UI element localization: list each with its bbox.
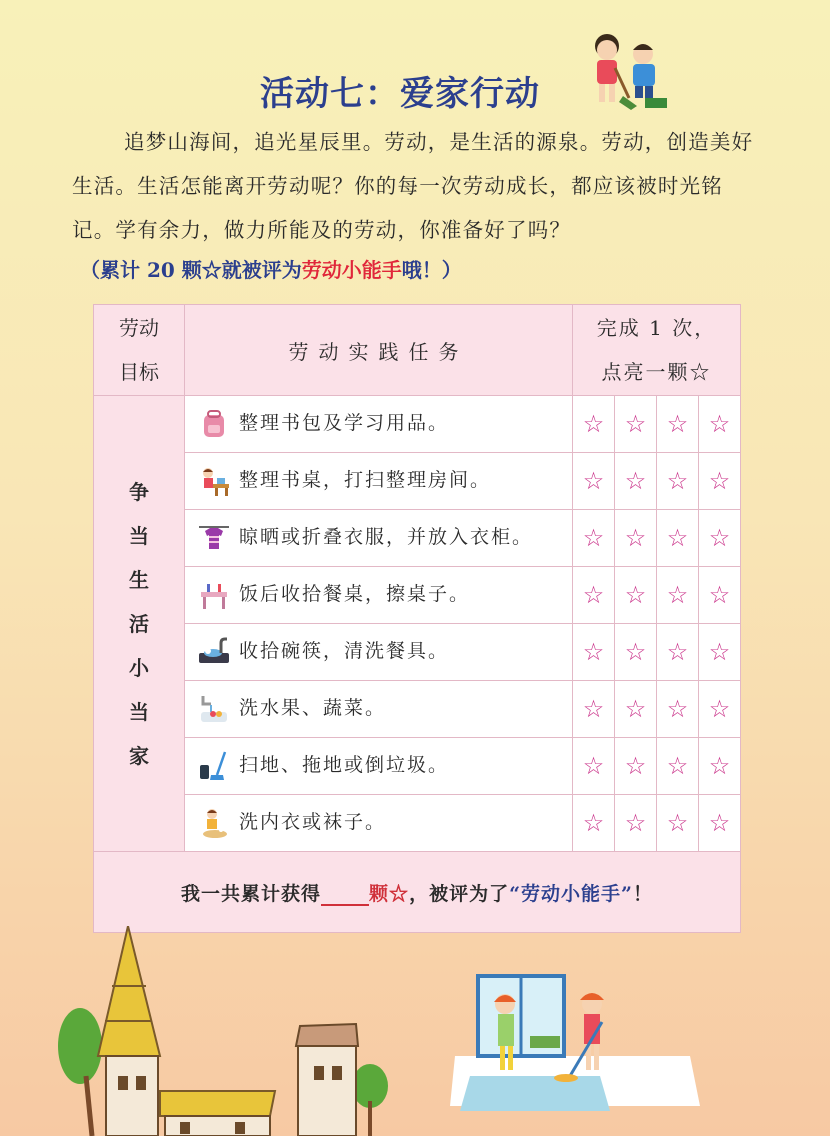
- table-footer-row: [94, 852, 741, 933]
- task-text: 洗水果、蔬菜。: [239, 697, 387, 719]
- header-done: [573, 305, 741, 396]
- header-done-line2: 点亮一颗☆: [601, 360, 712, 384]
- note-suffix: 哦！）: [401, 258, 462, 282]
- table-row: [94, 510, 741, 567]
- kids-sweeping-illustration: [585, 28, 675, 112]
- task-cell: [185, 453, 573, 510]
- labor-task-table: [93, 304, 741, 933]
- task-text: 饭后收拾餐桌，擦桌子。: [239, 583, 471, 605]
- table-row: [94, 795, 741, 852]
- star-checkbox[interactable]: ☆: [699, 453, 741, 510]
- task-cell: [185, 396, 573, 453]
- task-cell: [185, 624, 573, 681]
- sink-icon: [197, 635, 231, 669]
- summary-text-1: 我一共累计获得: [181, 882, 322, 905]
- table-header-row: [94, 305, 741, 396]
- star-checkbox[interactable]: ☆: [699, 396, 741, 453]
- star-checkbox[interactable]: ☆: [615, 795, 657, 852]
- backpack-icon: [197, 407, 231, 441]
- goal-char: 生: [129, 567, 149, 592]
- task-cell: [185, 567, 573, 624]
- header-task: 劳动实践任务: [185, 305, 573, 396]
- note-prefix: （累计 20 颗☆就被评为: [80, 258, 302, 282]
- task-cell: [185, 681, 573, 738]
- star-checkbox[interactable]: ☆: [699, 510, 741, 567]
- star-checkbox[interactable]: ☆: [657, 396, 699, 453]
- intro-text: 追梦山海间，追光星辰里。劳动，是生活的源泉。劳动，创造美好生活。生活怎能离开劳动呢？你的每一次劳动成长，都应该被时光铭记。学有余力，做力所能及的劳动，你准备好了吗？: [72, 130, 754, 242]
- summary-text-2: ，被评为了: [409, 882, 510, 905]
- table-row: [94, 738, 741, 795]
- dining-table-icon: [197, 578, 231, 612]
- header-goal: [94, 305, 185, 396]
- task-text: 扫地、拖地或倒垃圾。: [239, 754, 450, 776]
- desk-kid-icon: [197, 464, 231, 498]
- table-row: [94, 453, 741, 510]
- star-checkbox[interactable]: ☆: [657, 681, 699, 738]
- task-text: 洗内衣或袜子。: [239, 811, 387, 833]
- star-checkbox[interactable]: ☆: [573, 567, 615, 624]
- star-count-blank[interactable]: [321, 904, 369, 906]
- page-title: 活动七：爱家行动: [260, 74, 540, 114]
- task-cell: [185, 795, 573, 852]
- task-cell: [185, 510, 573, 567]
- star-checkbox[interactable]: ☆: [657, 453, 699, 510]
- table-row: [94, 624, 741, 681]
- header-goal-line2: 目标: [119, 360, 159, 384]
- star-checkbox[interactable]: ☆: [615, 624, 657, 681]
- goal-cell: [94, 396, 185, 852]
- table-row: [94, 396, 741, 453]
- goal-char: 家: [129, 743, 149, 768]
- task-cell: [185, 738, 573, 795]
- summary-cell: [94, 852, 741, 933]
- intro-paragraph: [72, 120, 762, 252]
- clothes-icon: [197, 521, 231, 555]
- star-checkbox[interactable]: ☆: [615, 510, 657, 567]
- star-checkbox[interactable]: ☆: [615, 567, 657, 624]
- table-row: [94, 681, 741, 738]
- mop-icon: [197, 749, 231, 783]
- star-checkbox[interactable]: ☆: [615, 738, 657, 795]
- goal-char: 当: [129, 699, 149, 724]
- star-checkbox[interactable]: ☆: [657, 510, 699, 567]
- star-checkbox[interactable]: ☆: [699, 624, 741, 681]
- star-checkbox[interactable]: ☆: [699, 795, 741, 852]
- star-checkbox[interactable]: ☆: [573, 795, 615, 852]
- table-row: [94, 567, 741, 624]
- note-highlight: 劳动小能手: [301, 258, 402, 282]
- star-checkbox[interactable]: ☆: [573, 624, 615, 681]
- summary-title: “劳动小能手”: [509, 882, 633, 905]
- star-checkbox[interactable]: ☆: [657, 795, 699, 852]
- goal-note: [80, 254, 462, 283]
- star-checkbox[interactable]: ☆: [615, 396, 657, 453]
- goal-char: 小: [129, 655, 149, 680]
- task-text: 收拾碗筷，清洗餐具。: [239, 640, 450, 662]
- washing-kid-icon: [197, 806, 231, 840]
- star-checkbox[interactable]: ☆: [573, 396, 615, 453]
- star-checkbox[interactable]: ☆: [573, 453, 615, 510]
- star-checkbox[interactable]: ☆: [573, 738, 615, 795]
- header-goal-line1: 劳动: [119, 316, 159, 340]
- star-checkbox[interactable]: ☆: [657, 624, 699, 681]
- star-checkbox[interactable]: ☆: [573, 510, 615, 567]
- bottom-houses-illustration: [0, 926, 830, 1136]
- summary-end: ！: [632, 882, 653, 905]
- summary-star: 颗☆: [369, 882, 410, 905]
- star-checkbox[interactable]: ☆: [615, 453, 657, 510]
- task-text: 整理书桌，打扫整理房间。: [239, 469, 492, 491]
- task-text: 晾晒或折叠衣服，并放入衣柜。: [239, 526, 534, 548]
- task-text: 整理书包及学习用品。: [239, 412, 450, 434]
- star-checkbox[interactable]: ☆: [699, 681, 741, 738]
- faucet-icon: [197, 692, 231, 726]
- goal-char: 当: [129, 523, 149, 548]
- goal-char: 争: [129, 479, 149, 504]
- header-done-line1: 完成 1 次，: [596, 316, 717, 340]
- star-checkbox[interactable]: ☆: [699, 567, 741, 624]
- star-checkbox[interactable]: ☆: [657, 567, 699, 624]
- star-checkbox[interactable]: ☆: [573, 681, 615, 738]
- star-checkbox[interactable]: ☆: [615, 681, 657, 738]
- star-checkbox[interactable]: ☆: [657, 738, 699, 795]
- goal-char: 活: [129, 611, 149, 636]
- star-checkbox[interactable]: ☆: [699, 738, 741, 795]
